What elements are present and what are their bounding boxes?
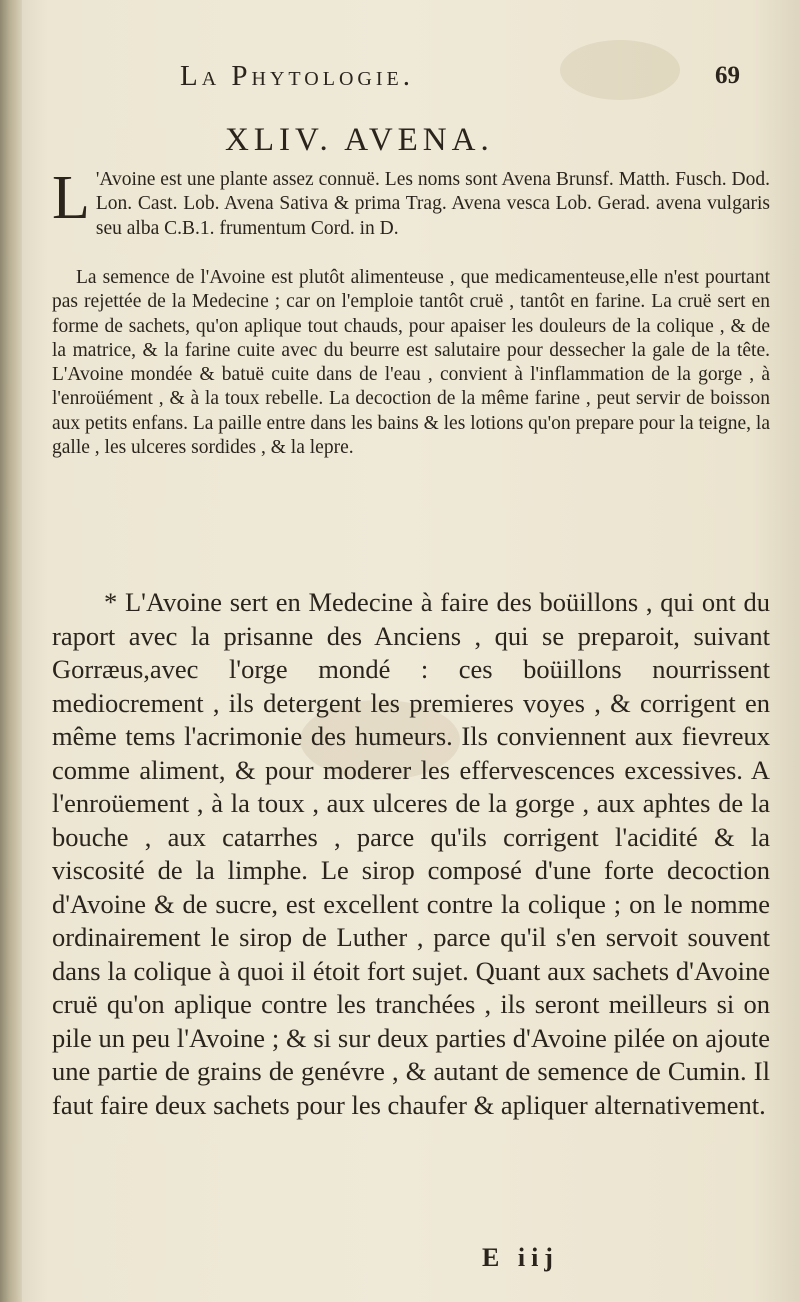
intro-paragraph [52, 164, 770, 241]
drop-cap: L [52, 164, 90, 232]
intro-text: 'Avoine est une plante assez connuë. Les noms sont Avena Brunsf. Matth. Fusch. Dod. Lon. Cast. Lob. Avena Sativa & prima Trag. Avena vesca Lob. Gerad. avena vulgaris seu alba C.B.1. frumentum Cord. in D. [95, 169, 770, 239]
note-paragraph: * L'Avoine sert en Medecine à faire des boüillons , qui ont du raport avec la prisanne des Anciens , qui se preparoit, suivant Gorræus,avec l'orge mondé : ces boüillons nourrissent mediocrement , ils detergent les premieres voyes , & corrigent en même tems l'acrimonie des humeurs. Ils conviennent aux fievreux comme aliment, & pour moderer les effervescences excessives. A l'enroüement , à la toux , aux ulceres de la gorge , aux aphtes de la bouche , aux catarrhes , parce qu'ils corrigent l'acidité & la viscosité de la limphe. Le sirop composé d'une forte decoction d'Avoine & de sucre, est excellent contre la colique ; on le nomme ordinairement le sirop de Luther , parce qu'il s'en servoit souvent dans la colique à quoi il étoit fort sujet. Quant aux sachets d'Avoine cruë qu'on aplique contre les tranchées , ils seront meilleurs si on pile un peu l'Avoine ; & si sur deux parties d'Avoine pilée on ajoute une partie de grains de genévre , & autant de semence de Cumin. Il faut faire deux sachets pour les chaufer & apliquer alternativement. [52, 587, 770, 1120]
running-title: La Phytologie. [180, 60, 414, 92]
chapter-title: XLIV. AVENA. [225, 122, 494, 158]
page-gutter [0, 0, 22, 1302]
signature-mark: E iij [482, 1243, 559, 1272]
page-number: 69 [715, 62, 740, 89]
uses-paragraph: La semence de l'Avoine est plutôt alimenteuse , que medicamenteuse,elle n'est pourtant pas rejettée de la Medecine ; car on l'emploie tantôt cruë , tantôt en farine. La cruë sert en forme de sachets, qu'on aplique tout chauds, pour apaiser les douleurs de la colique , & de la matrice, & la farine cuite avec du beurre est salutaire pour dessecher la gale de la tête. L'Avoine mondée & batuë cuite dans de l'eau , convient à l'inflammation de la gorge , à l'enroüément , & à la toux rebelle. La decoction de la même farine , peut servir de boisson aux petits enfans. La paille entre dans les bains & les lotions qu'on prepare pour la teigne, la galle , les ulceres sordides , & la lepre. [52, 267, 770, 459]
running-head [120, 60, 740, 100]
